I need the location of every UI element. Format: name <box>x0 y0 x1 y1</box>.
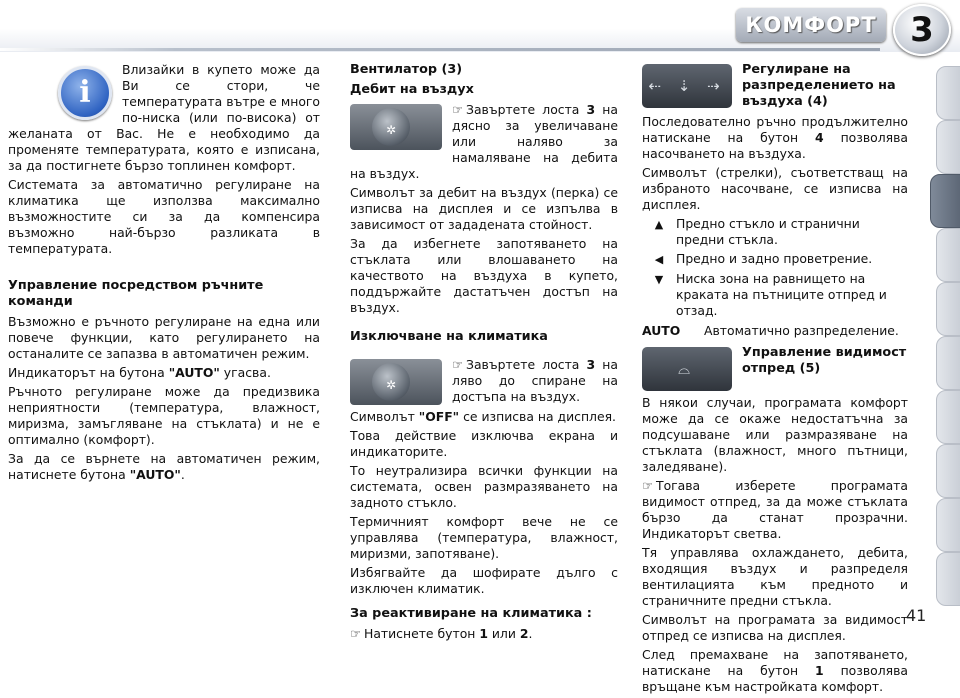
windscreen-defrost-icon: ⌓ <box>642 347 732 391</box>
fogging-text: За да избегнете запотяването на стъклата или влошаването на качеството на въздуха в купето, поддържайте дастатъчен достъп на въздух. <box>350 236 618 315</box>
visibility-symbol-text: Символът на програмата за видимост отпред се изписва на дисплея. <box>642 612 908 643</box>
off-comfort-text: Термичният комфорт вече не се управлява (температура, влажност, миризми, запотяване). <box>350 514 618 561</box>
side-tab[interactable] <box>936 498 960 552</box>
manual-text: Възможно е ръчното регулиране на една или повече функции, като регулирането на останалите се запазва в автоматичен режим. <box>8 314 320 361</box>
distribution-heading: Регулиране на разпределението на въздуха (4) <box>742 62 896 109</box>
fan-knob-icon: ✲ <box>350 359 442 405</box>
pointing-finger-icon: ☞ <box>350 626 362 641</box>
visibility-return-text: След премахване на запотяването, натискане на бутон 1 позволява връщане към настройката комфорт. <box>642 647 908 694</box>
list-item: ▼ Ниска зона на равнището на краката на пътниците отпред и отзад. <box>642 271 908 319</box>
off-symbol-text: Символът "OFF" се изписва на дисплея. <box>350 409 616 424</box>
off-screen-text: Това действие изключва екрана и индикаторите. <box>350 428 618 459</box>
manual-heading: Управление посредством ръчните команди <box>8 278 264 309</box>
distribution-text: Последователно ръчно продължително натискане на бутон 4 позволява насочването на въздуха. <box>642 114 908 161</box>
reactivate-step: ☞ Натиснете бутон 1 или 2. <box>350 626 533 641</box>
side-tab[interactable] <box>936 390 960 444</box>
arrow-down-icon: ▼ <box>654 273 664 286</box>
off-neutralize-text: То неутрализира всички функции на системата, освен размразяването на задното стъкло. <box>350 463 618 510</box>
arrow-up-icon: ▲ <box>654 218 664 231</box>
auto-row: AUTO Автоматично разпределение. <box>642 323 899 338</box>
return-auto-text: За да се върнете на автоматичен режим, натиснете бутона "AUTO". <box>8 451 320 482</box>
airflow-step: ☞ Завъртете лоста 3 на дясно за увеличаване или наляво за намаляване на дебита на въздух. <box>350 102 618 181</box>
visibility-text: В някои случаи, програмата комфорт може да се окаже недостатъчна за подсушаване или размразяване на стъклата (влажност, много пътници, заледяване). <box>642 395 908 474</box>
side-tab[interactable] <box>936 444 960 498</box>
list-item: ◀ Предно и задно проветрение. <box>642 251 908 268</box>
pointing-finger-icon: ☞ <box>452 102 464 117</box>
side-tab[interactable] <box>936 336 960 390</box>
airflow-symbol-text: Символът за дебит на въздух (перка) се изписва на дисплея и се изпълва в зависимост от зададената стойност. <box>350 185 618 232</box>
side-tab[interactable] <box>936 66 960 120</box>
side-tab[interactable] <box>936 282 960 336</box>
airflow-heading: Дебит на въздух <box>350 82 474 97</box>
manual-warning-text: Ръчното регулиране може да предизвика неприятности (температура, влажност, миризма, замъгляване на стъклата) и не е оптимално (комфорт). <box>8 384 320 447</box>
column-left <box>8 62 320 486</box>
fan-knob-icon: ✲ <box>350 104 442 150</box>
distribution-symbol-text: Символът (стрелки), съответстващ на избраното насочване, се изписва на дисплея. <box>642 165 908 212</box>
header-line <box>0 48 880 51</box>
list-item: ▲ Предно стъкло и странични предни стъкла. <box>642 216 908 248</box>
auto-indicator-text: Индикаторът на бутона "AUTO" угасва. <box>8 365 271 380</box>
ac-off-heading: Изключване на климатика <box>350 329 548 344</box>
side-tab[interactable] <box>936 228 960 282</box>
system-text: Системата за автоматично регулиране на климатика ще използва максимално възможностите си за да компенсира възможно най-бързо разликата в температурата. <box>8 177 320 256</box>
intro-text: Влизайки в купето може да Ви се стори, че температурата вътре е много по-ниска (или по-висока) от желаната от Вас. Не е необходимо да променяте температурата, която е изписана, за да постигнете бързо топлинен комфорт. <box>8 62 320 173</box>
visibility-manage-text: Тя управлява охлаждането, дебита, входящия въздух и разпределя вентилацията към предното и страничните предни стъкла. <box>642 545 908 608</box>
info-icon: i <box>58 66 112 120</box>
section-title: КОМФОРТ <box>736 8 886 42</box>
air-distribution-icon: ⇠ ⇣ ⇢ <box>642 64 732 108</box>
side-tab[interactable] <box>936 552 960 606</box>
column-middle <box>350 62 618 645</box>
visibility-step: ☞ Тогава изберете програмата видимост отпред, за да може стъклата бързо да станат прозрачни. Индикаторът светва. <box>642 478 908 541</box>
visibility-heading: Управление видимост отпред (5) <box>742 345 907 376</box>
chapter-number: 3 <box>893 4 951 56</box>
arrow-left-icon: ◀ <box>654 253 664 266</box>
fan-heading: Вентилатор (3) <box>350 62 463 77</box>
side-tab[interactable] <box>936 120 960 174</box>
column-right <box>642 62 908 698</box>
side-tab-active[interactable] <box>930 174 960 228</box>
page-number: 41 <box>906 606 927 625</box>
off-avoid-text: Избягвайте да шофирате дълго с изключен климатик. <box>350 565 618 596</box>
reactivate-heading: За реактивиране на климатика : <box>350 606 592 621</box>
pointing-finger-icon: ☞ <box>642 478 654 493</box>
pointing-finger-icon: ☞ <box>452 357 464 372</box>
side-tabs <box>930 66 960 626</box>
ac-off-step: ☞ Завъртете лоста 3 на ляво до спиране на достъпа на въздух. <box>452 357 618 404</box>
